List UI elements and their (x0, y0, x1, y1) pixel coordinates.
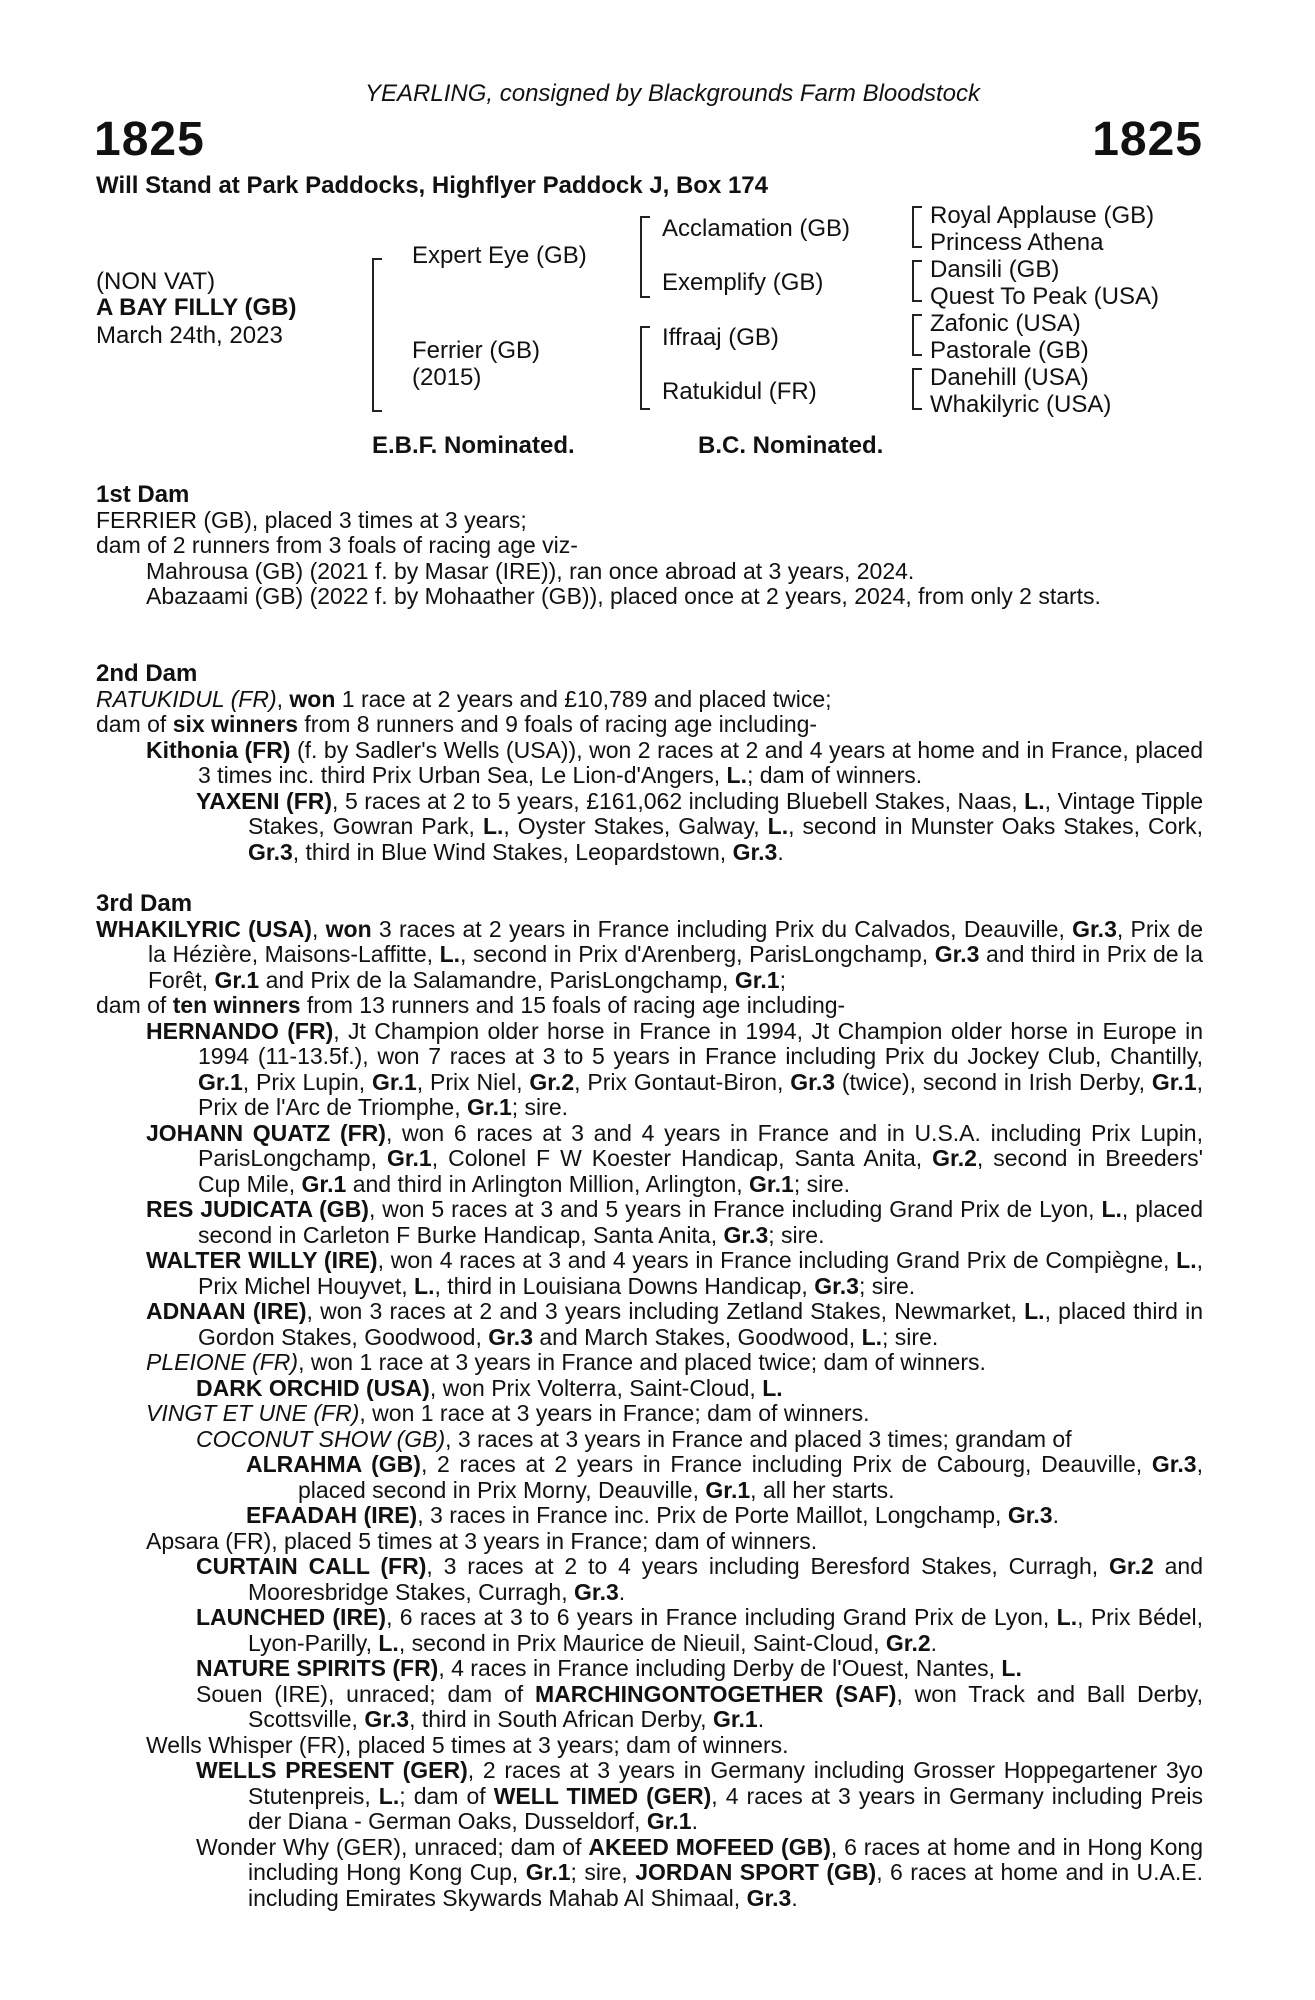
pedigree-sire: Expert Eye (GB) (412, 242, 587, 269)
horse-name: A BAY FILLY (GB) (96, 294, 297, 321)
pedigree-brace-g3 (912, 314, 922, 356)
first-dam-heading: 1st Dam (96, 481, 190, 508)
third-dam-produce: Wonder Why (GER), unraced; dam of AKEED MOFEED (GB), 6 races at home and in Hong Kong including Hong Kong Cup, Gr.1; sire, JORDAN SPORT (GB), 6 races at home and in U.A.E. including Emirates Skywards Mahab Al Shimaal, Gr.3. (196, 1833, 1204, 1911)
second-dam-produce: Kithonia (FR) (f. by Sadler's Wells (USA)), won 2 races at 2 and 4 years at home and in France, placed 3 times inc. third Prix Urban Sea, Le Lion-d'Angers, L.; dam of winners. (146, 736, 1203, 788)
ebf-nomination: E.B.F. Nominated. (372, 432, 575, 459)
pedigree-g3-4: Quest To Peak (USA) (930, 283, 1159, 310)
pedigree-dam-year: (2015) (412, 364, 482, 391)
bc-nomination: B.C. Nominated. (698, 432, 884, 459)
pedigree-g3-6: Pastorale (GB) (930, 337, 1089, 364)
third-dam-produce: Wells Whisper (FR), placed 5 times at 3 years; dam of winners. (146, 1731, 789, 1758)
pedigree-sire-sire: Acclamation (GB) (662, 215, 851, 242)
second-dam-heading: 2nd Dam (96, 660, 198, 687)
second-dam-line: dam of six winners from 8 runners and 9 foals of racing age including- (96, 711, 818, 737)
third-dam-section (96, 891, 1203, 1911)
pedigree-sire-dam: Exemplify (GB) (662, 269, 824, 296)
pedigree-brace-dam (640, 326, 650, 410)
third-dam-produce: NATURE SPIRITS (FR), 4 races in France including Derby de l'Ouest, Nantes, L. (196, 1655, 1022, 1681)
third-dam-produce: CURTAIN CALL (FR), 3 races at 2 to 4 years including Beresford Stakes, Curragh, Gr.2 and Mooresbridge Stakes, Curragh, Gr.3. (196, 1553, 1203, 1605)
foaling-date: March 24th, 2023 (96, 322, 283, 349)
vat-status: (NON VAT) (96, 268, 216, 295)
third-dam-produce: HERNANDO (FR), Jt Champion older horse in France in 1994, Jt Champion older horse in Europe in 1994 (11-13.5f.), won 7 races at 3 to 5 years in France including Prix du Jockey Club, Chantilly, Gr.1, Prix Lupin, Gr.1, Prix Niel, Gr.2, Prix Gontaut-Biron, Gr.3 (twice), second in Irish Derby, Gr.1, Prix de l'Arc de Triomphe, Gr.1; sire. (146, 1017, 1204, 1120)
pedigree-dam-dam: Ratukidul (FR) (662, 378, 817, 405)
first-dam-line: dam of 2 runners from 3 foals of racing age viz- (96, 532, 578, 558)
pedigree-brace-g4 (912, 368, 922, 410)
pedigree-brace-main (372, 258, 382, 412)
lot-number-right: 1825 (1092, 113, 1203, 166)
third-dam-produce: DARK ORCHID (USA), won Prix Volterra, Saint-Cloud, L. (196, 1374, 783, 1401)
third-dam-line: dam of ten winners from 13 runners and 15 foals of racing age including- (96, 992, 846, 1018)
pedigree-g3-2: Princess Athena (930, 229, 1104, 256)
pedigree-g3-8: Whakilyric (USA) (930, 391, 1112, 418)
third-dam-produce: WALTER WILLY (IRE), won 4 races at 3 and 4 years in France including Grand Prix de Compiègne, L., Prix Michel Houyvet, L., third in Louisiana Downs Handicap, Gr.3; sire. (146, 1247, 1204, 1299)
first-dam-produce: Mahrousa (GB) (2021 f. by Masar (IRE)), ran once abroad at 3 years, 2024. (146, 557, 915, 584)
pedigree-g3-1: Royal Applause (GB) (930, 202, 1155, 229)
third-dam-produce: COCONUT SHOW (GB), 3 races at 3 years in France and placed 3 times; grandam of (196, 1425, 1072, 1452)
stand-location: Will Stand at Park Paddocks, Highflyer Paddock J, Box 174 (96, 172, 768, 199)
third-dam-produce: RES JUDICATA (GB), won 5 races at 3 and 5 years in France including Grand Prix de Lyon, L., placed second in Carleton F Burke Handicap, Santa Anita, Gr.3; sire. (146, 1196, 1204, 1248)
third-dam-produce: ALRAHMA (GB), 2 races at 2 years in France including Prix de Cabourg, Deauville, Gr.3, placed second in Prix Morny, Deauville, Gr.1, all her starts. (246, 1451, 1203, 1503)
third-dam-produce: VINGT ET UNE (FR), won 1 race at 3 years in France; dam of winners. (146, 1400, 870, 1426)
second-dam-produce: YAXENI (FR), 5 races at 2 to 5 years, £161,062 including Bluebell Stakes, Naas, L., Vintage Tipple Stakes, Gowran Park, L., Oyster Stakes, Galway, L., second in Munster Oaks Stakes, Cork, Gr.3, third in Blue Wind Stakes, Leopardstown, Gr.3. (196, 787, 1204, 865)
third-dam-produce: PLEIONE (FR), won 1 race at 3 years in France and placed twice; dam of winners. (146, 1349, 986, 1375)
third-dam-produce: Souen (IRE), unraced; dam of MARCHINGONTOGETHER (SAF), won Track and Ball Derby, Scottsville, Gr.3, third in South African Derby, Gr.1. (196, 1680, 1203, 1732)
pedigree-g3-3: Dansili (GB) (930, 256, 1060, 283)
third-dam-line: WHAKILYRIC (USA), won 3 races at 2 years in France including Prix du Calvados, Deauville, Gr.3, Prix de la Hézière, Maisons-Laffitte, L., second in Prix d'Arenberg, ParisLongchamp, Gr.3 and third in Prix de la Forêt, Gr.1 and Prix de la Salamandre, ParisLongchamp, Gr.1; (96, 915, 1203, 993)
first-dam-produce: Abazaami (GB) (2022 f. by Mohaather (GB)), placed once at 2 years, 2024, from only 2 starts. (146, 583, 1101, 609)
third-dam-produce: LAUNCHED (IRE), 6 races at 3 to 6 years in France including Grand Prix de Lyon, L., Prix Bédel, Lyon-Parilly, L., second in Prix Maurice de Nieuil, Saint-Cloud, Gr.2. (196, 1604, 1203, 1656)
first-dam-section (96, 482, 1203, 610)
pedigree-g3-7: Danehill (USA) (930, 364, 1089, 391)
lot-number-left: 1825 (94, 113, 205, 166)
third-dam-produce: Apsara (FR), placed 5 times at 3 years in France; dam of winners. (146, 1527, 818, 1554)
pedigree-dam-sire: Iffraaj (GB) (662, 324, 779, 351)
third-dam-produce: JOHANN QUATZ (FR), won 6 races at 3 and 4 years in France and in U.S.A. including Prix Lupin, ParisLongchamp, Gr.1, Colonel F W Koester Handicap, Santa Anita, Gr.2, second in Breeders' Cup Mile, Gr.1 and third in Arlington Million, Arlington, Gr.1; sire. (146, 1119, 1203, 1197)
second-dam-line: RATUKIDUL (FR), won 1 race at 2 years and £10,789 and placed twice; (96, 685, 832, 712)
third-dam-produce: ADNAAN (IRE), won 3 races at 2 and 3 years including Zetland Stakes, Newmarket, L., placed third in Gordon Stakes, Goodwood, Gr.3 and March Stakes, Goodwood, L.; sire. (146, 1298, 1203, 1350)
consignment-line: YEARLING, consigned by Blackgrounds Farm Bloodstock (365, 80, 980, 107)
second-dam-section (96, 661, 1203, 865)
pedigree-g3-5: Zafonic (USA) (930, 310, 1081, 337)
third-dam-produce: EFAADAH (IRE), 3 races in France inc. Prix de Porte Maillot, Longchamp, Gr.3. (246, 1502, 1059, 1528)
pedigree-brace-sire (640, 216, 650, 298)
pedigree-brace-g1 (912, 206, 922, 248)
pedigree-dam: Ferrier (GB) (412, 337, 540, 364)
third-dam-heading: 3rd Dam (96, 890, 193, 917)
pedigree-brace-g2 (912, 260, 922, 302)
first-dam-line: FERRIER (GB), placed 3 times at 3 years; (96, 506, 527, 533)
third-dam-produce: WELLS PRESENT (GER), 2 races at 3 years in Germany including Grosser Hoppegartener 3yo Stutenpreis, L.; dam of WELL TIMED (GER), 4 races at 3 years in Germany including Preis der Diana - German Oaks, Dusseldorf, Gr.1. (196, 1757, 1204, 1834)
